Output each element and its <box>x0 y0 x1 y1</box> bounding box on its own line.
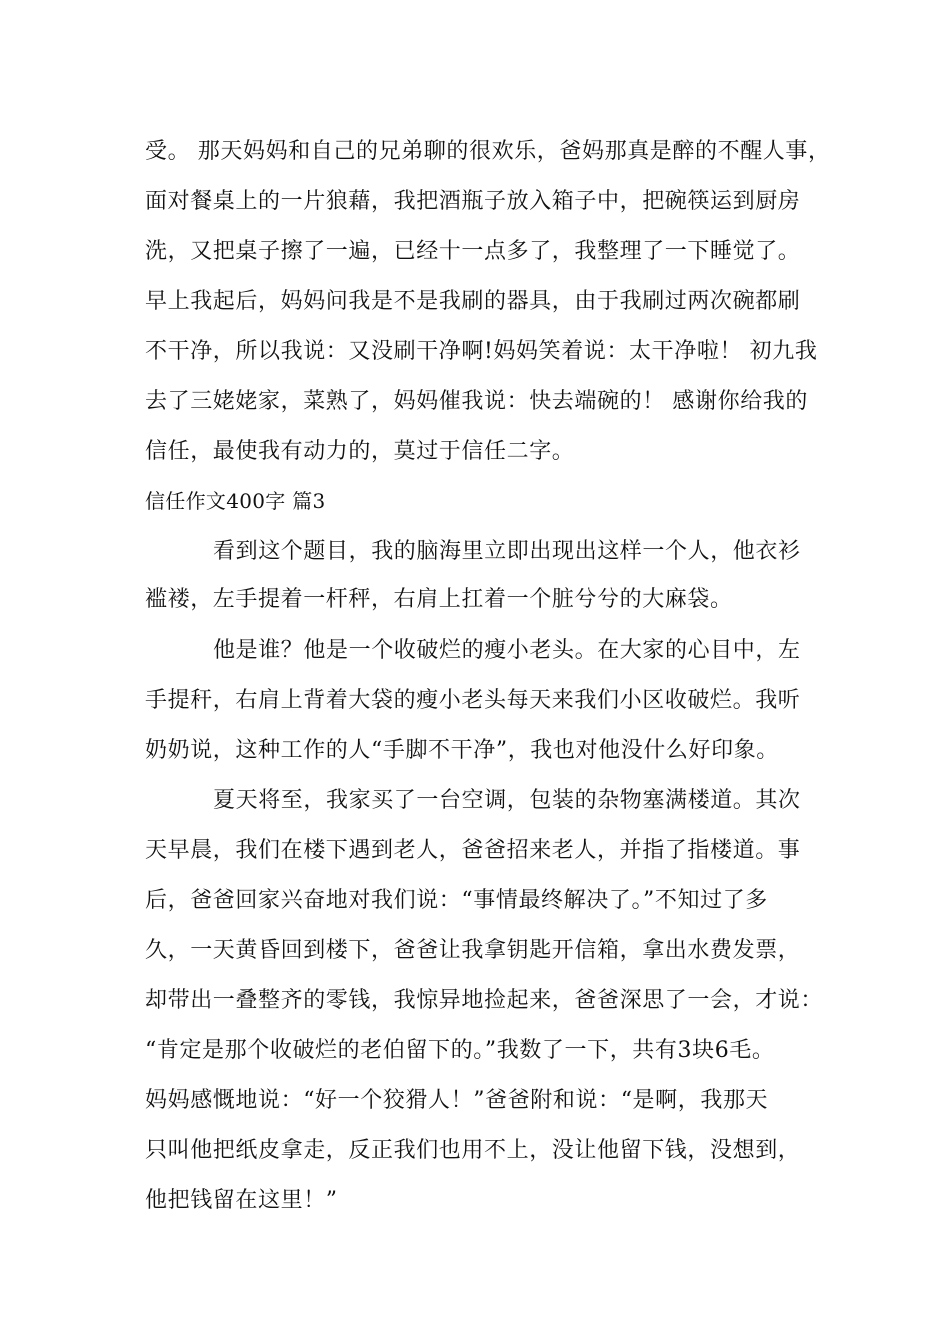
text-line: 久，一天黄昏回到楼下，爸爸让我拿钥匙开信箱，拿出水费发票， <box>145 938 801 963</box>
text-line: 天早晨，我们在楼下遇到老人，爸爸招来老人，并指了指楼道。事 <box>145 838 801 863</box>
text-line: 面对餐桌上的一片狼藉，我把酒瓶子放入箱子中，把碗筷运到厨房 <box>145 189 801 214</box>
text-line: 后，爸爸回家兴奋地对我们说：“事情最终解决了。”不知过了多 <box>145 888 768 913</box>
text-line: 受。 那天妈妈和自己的兄弟聊的很欢乐，爸妈那真是醉的不醒人事， <box>145 139 831 164</box>
text-line: “肯定是那个收破烂的老伯留下的。”我数了一下，共有3块6毛。 <box>145 1038 775 1063</box>
text-line: 奶奶说，这种工作的人“手脚不干净”，我也对他没什么好印象。 <box>145 738 779 763</box>
text-line: 洗，又把桌子擦了一遍，已经十一点多了，我整理了一下睡觉了。 <box>145 239 801 264</box>
text-line: 不干净，所以我说：又没刷干净啊!妈妈笑着说：太干净啦！ 初九我 <box>145 339 818 364</box>
paragraph-first-line: 夏天将至，我家买了一台空调，包装的杂物塞满楼道。其次 <box>213 788 801 813</box>
text-line: 手提秆，右肩上背着大袋的瘦小老头每天来我们小区收破烂。我听 <box>145 688 801 713</box>
text-line: 妈妈感慨地说：“好一个狡猾人！”爸爸附和说：“是啊，我那天 <box>145 1088 769 1113</box>
paragraph-first-line: 他是谁？他是一个收破烂的瘦小老头。在大家的心目中，左 <box>213 638 801 663</box>
text-line: 褴褛，左手提着一杆秤，右肩上扛着一个脏兮兮的大麻袋。 <box>145 587 733 612</box>
section-heading: 信任作文400字 篇3 <box>145 489 326 513</box>
text-line: 信任，最使我有动力的，莫过于信任二字。 <box>145 439 575 464</box>
text-line: 只叫他把纸皮拿走，反正我们也用不上，没让他留下钱，没想到， <box>145 1138 801 1163</box>
text-line: 他把钱留在这里！” <box>145 1188 338 1213</box>
text-line: 去了三姥姥家，菜熟了，妈妈催我说：快去端碗的！ 感谢你给我的 <box>145 389 808 414</box>
paragraph-first-line: 看到这个题目，我的脑海里立即出现出这样一个人，他衣衫 <box>213 539 801 564</box>
text-line: 却带出一叠整齐的零钱，我惊异地捡起来，爸爸深思了一会，才说： <box>145 988 824 1013</box>
text-line: 早上我起后，妈妈问我是不是我刷的器具，由于我刷过两次碗都刷 <box>145 289 801 314</box>
